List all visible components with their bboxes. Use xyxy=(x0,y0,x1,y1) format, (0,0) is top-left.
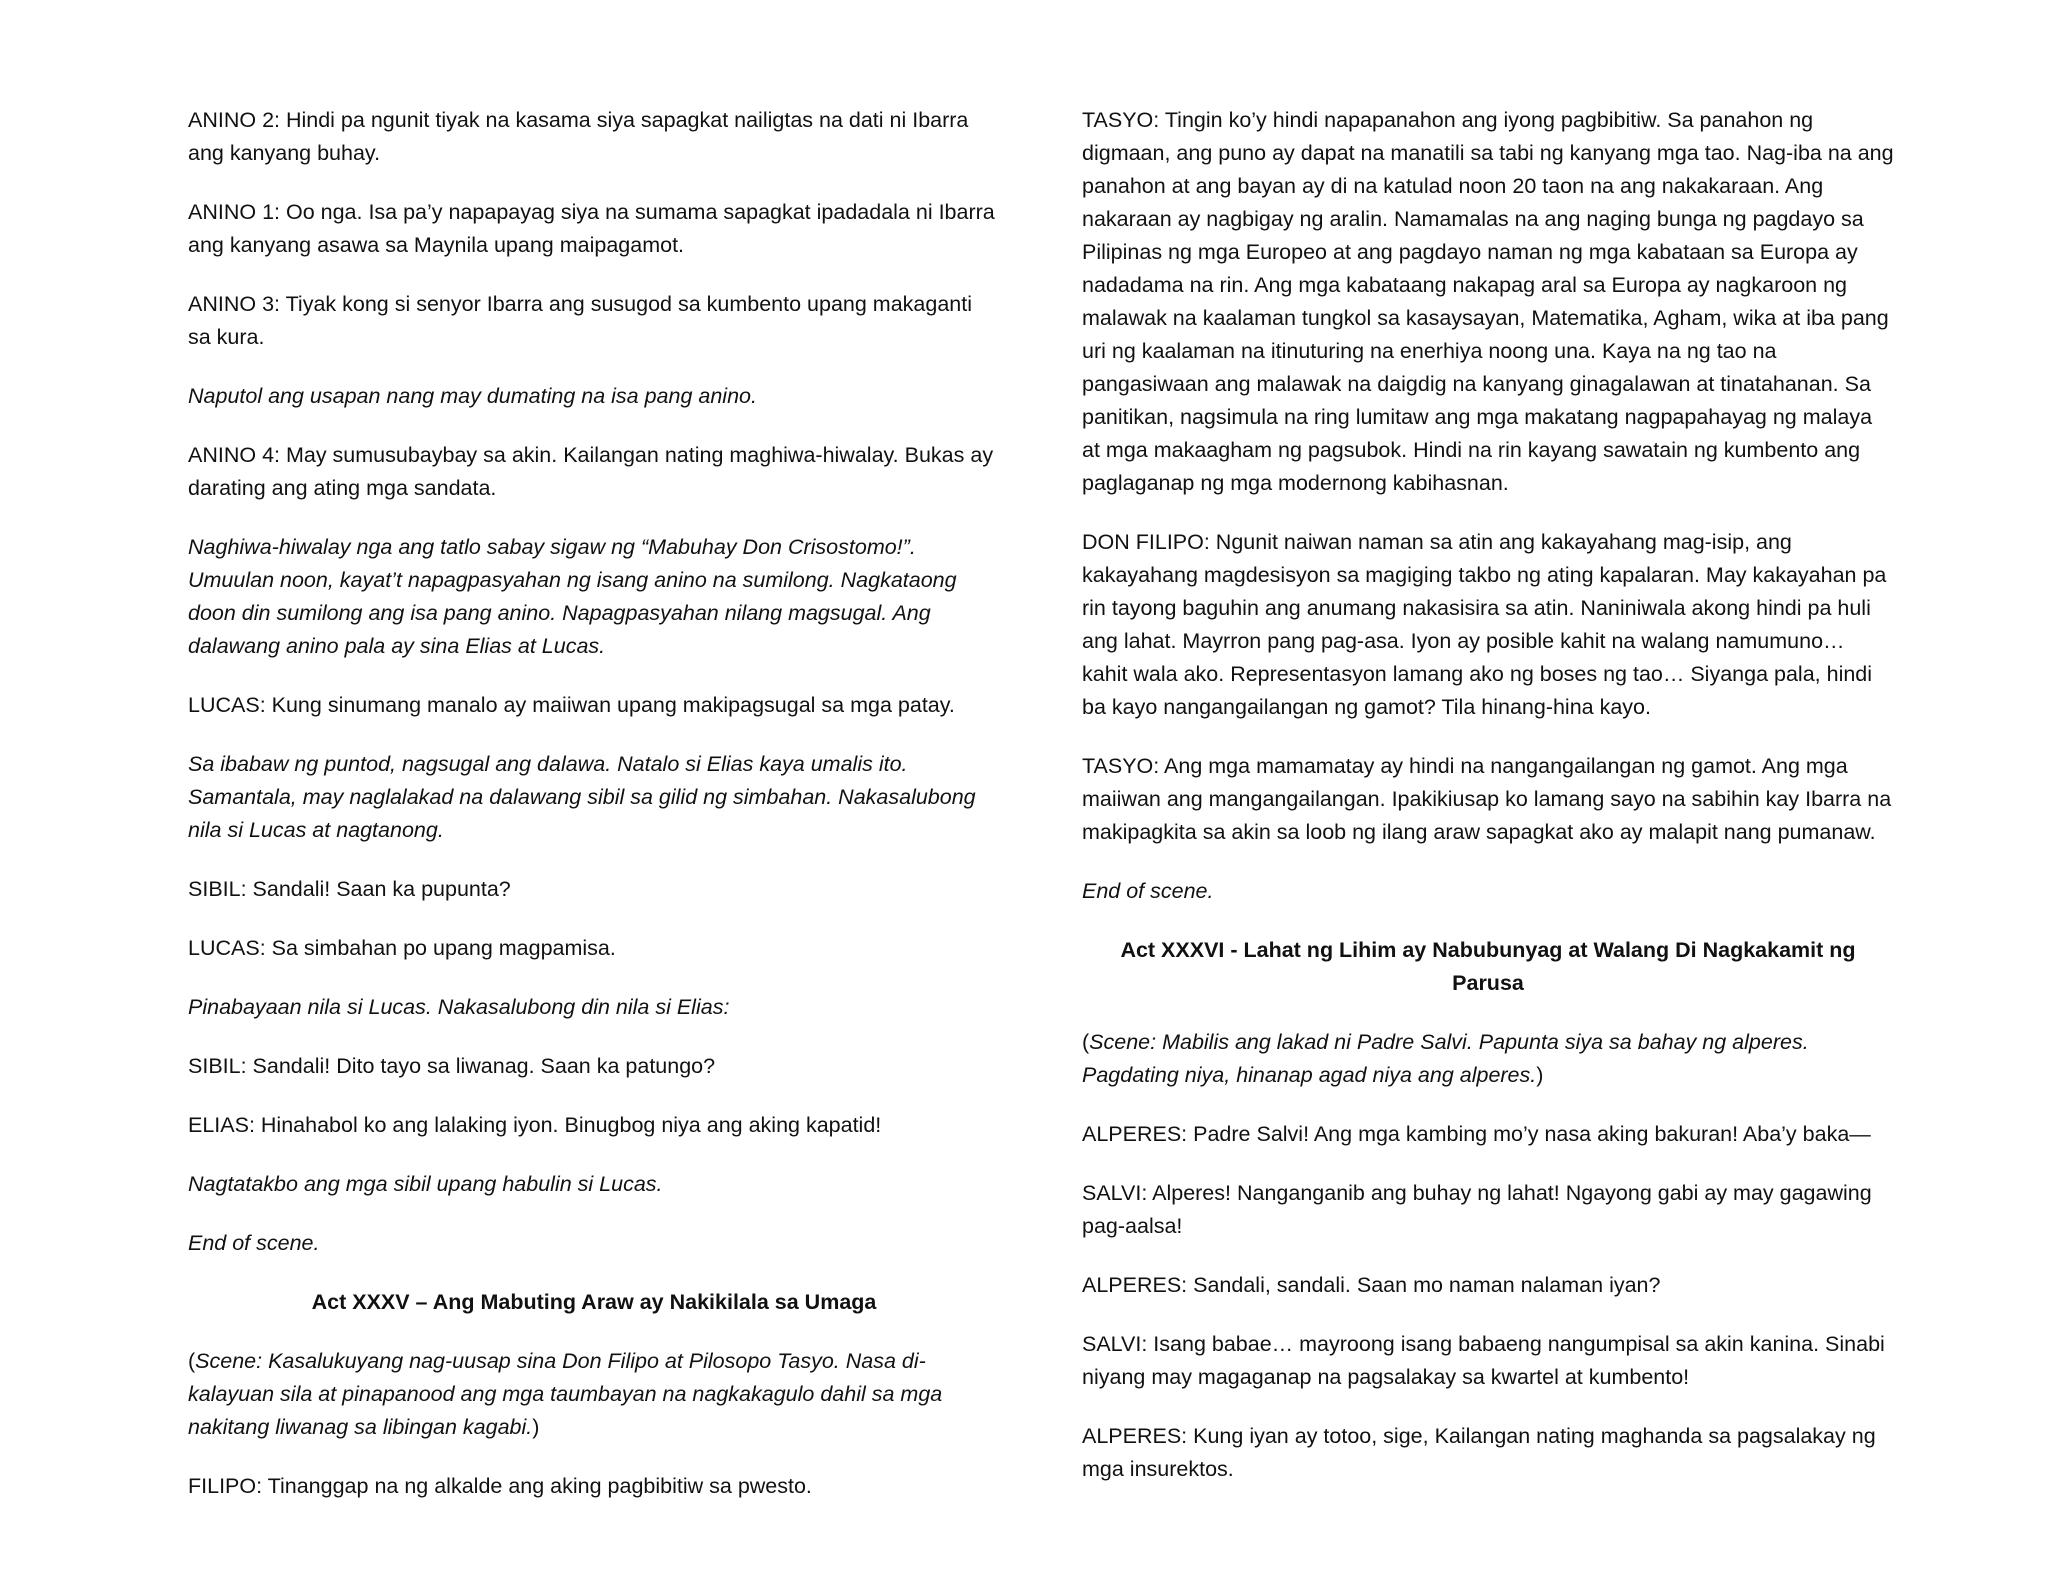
act-heading: Act XXXV – Ang Mabuting Araw ay Nakikilala sa Umaga xyxy=(311,1290,877,1314)
dialogue-sibil: SIBIL: Sandali! Dito tayo sa liwanag. Saan ka patungo? xyxy=(188,1054,716,1078)
dialogue-lucas: LUCAS: Sa simbahan po upang magpamisa. xyxy=(188,936,616,960)
end-of-scene: End of scene. xyxy=(188,1231,320,1255)
right-column xyxy=(1082,104,1894,1512)
dialogue-salvi: SALVI: Alperes! Nanganganib ang buhay ng lahat! Ngayong gabi ay may gagawing pag-aalsa! xyxy=(1082,1181,1872,1238)
stage-direction: Nagtatakbo ang mga sibil upang habulin si Lucas. xyxy=(188,1172,663,1196)
dialogue-anino-1: ANINO 1: Oo nga. Isa pa’y napapayag siya na sumama sapagkat ipadadala ni Ibarra ang kanyang asawa sa Maynila upang maipagamot. xyxy=(188,200,995,257)
dialogue-don-filipo: DON FILIPO: Ngunit naiwan naman sa atin ang kakayahang mag-isip, ang kakayahang magdesisyon sa magiging takbo ng ating kapalaran. May kakayahan pa rin tayong baguhin ang anumang nakasisira sa atin. Naniniwala akong hindi pa huli ang lahat. Mayrron pang pag-asa. Iyon ay posible kahit na walang namumuno… kahit wala ako. Representasyon lamang ako ng boses ng tao… Siyanga pala, hindi ba kayo nangangailangan ng gamot? Tila hinang-hina kayo. xyxy=(1082,530,1887,719)
dialogue-anino-4: ANINO 4: May sumusubaybay sa akin. Kailangan nating maghiwa-hiwalay. Bukas ay darating ang ating mga sandata. xyxy=(188,443,994,500)
scene-text: Scene: Mabilis ang lakad ni Padre Salvi. Papunta siya sa bahay ng alperes. Pagdating niya, hinanap agad niya ang alperes. xyxy=(1082,1030,1809,1087)
scene-open-paren: ( xyxy=(1082,1030,1090,1054)
dialogue-lucas: LUCAS: Kung sinumang manalo ay maiiwan upang makipagsugal sa mga patay. xyxy=(188,693,955,717)
end-of-scene: End of scene. xyxy=(1082,879,1214,903)
dialogue-tasyo: TASYO: Tingin ko’y hindi napapanahon ang iyong pagbibitiw. Sa panahon ng digmaan, ang puno ay dapat na manatili sa tabi ng kanyang mga tao. Nag-iba na ang panahon at ang bayan ay di na katulad noon 20 taon na ang nakakaraan. Ang nakaraan ay nagbigay ng aralin. Namamalas na ang naging bunga ng pagdayo sa Pilipinas ng mga Europeo at ang pagdayo naman ng mga kabataan sa Europa ay nadadama na rin. Ang mga kabataang nakapag aral sa Europa ay nagkaroon ng malawak na kaalaman tungkol sa kasaysayan, Matematika, Agham, wika at iba pang uri ng kaalaman na itinuturing na enerhiya noong una. Kaya na ng tao na pangasiwaan ang malawak na daigdig na kanyang ginagalawan at tinatahanan. Sa panitikan, nagsimula na ring lumitaw ang mga makatang nagpapahayag ng malaya at mga makaagham ng pagsubok. Hindi na rin kayang sawatain ng kumbento ang paglaganap ng mga modernong kabihasnan. xyxy=(1082,108,1894,495)
dialogue-tasyo: TASYO: Ang mga mamamatay ay hindi na nangangailangan ng gamot. Ang mga maiiwan ang mangangailangan. Ipakikiusap ko lamang sayo na sabihin kay Ibarra na makipagkita sa akin sa loob ng ilang araw sapagkat ako ay malapit nang pumanaw. xyxy=(1082,754,1892,844)
stage-direction: Naghiwa-hiwalay nga ang tatlo sabay sigaw ng “Mabuhay Don Crisostomo!”. Umuulan noon, kayat’t napagpasyahan ng isang anino na sumilong. Nagkataong doon din sumilong ang isa pang anino. Napagpasyahan nilang magsugal. Ang dalawang anino pala ay sina Elias at Lucas. xyxy=(188,535,957,658)
dialogue-alperes: ALPERES: Sandali, sandali. Saan mo naman nalaman iyan? xyxy=(1082,1273,1661,1297)
stage-direction: Naputol ang usapan nang may dumating na isa pang anino. xyxy=(188,384,757,408)
scene-close-paren: ) xyxy=(1536,1063,1544,1087)
dialogue-anino-3: ANINO 3: Tiyak kong si senyor Ibarra ang susugod sa kumbento upang makaganti sa kura. xyxy=(188,292,972,349)
scene-open-paren: ( xyxy=(188,1349,196,1373)
dialogue-sibil: SIBIL: Sandali! Saan ka pupunta? xyxy=(188,877,511,901)
scene-text: Scene: Kasalukuyang nag-uusap sina Don Filipo at Pilosopo Tasyo. Nasa di-kalayuan sila at pinapanood ang mga taumbayan na nagkakagulo dahil sa mga nakitang liwanag sa libingan kagabi. xyxy=(188,1349,943,1439)
left-column xyxy=(188,104,1000,1529)
dialogue-elias: ELIAS: Hinahabol ko ang lalaking iyon. Binugbog niya ang aking kapatid! xyxy=(188,1113,882,1137)
scene-description xyxy=(1082,1026,1894,1092)
stage-direction: Pinabayaan nila si Lucas. Nakasalubong din nila si Elias: xyxy=(188,995,730,1019)
scene-description xyxy=(188,1345,1000,1444)
stage-direction: Sa ibabaw ng puntod, nagsugal ang dalawa. Natalo si Elias kaya umalis ito. Samantala, may naglalakad na dalawang sibil sa gilid ng simbahan. Nakasalubong nila si Lucas at nagtanong. xyxy=(188,752,976,842)
dialogue-alperes: ALPERES: Kung iyan ay totoo, sige, Kailangan nating maghanda sa pagsalakay ng mga insurektos. xyxy=(1082,1424,1876,1481)
dialogue-alperes: ALPERES: Padre Salvi! Ang mga kambing mo’y nasa aking bakuran! Aba’y baka— xyxy=(1082,1122,1871,1146)
act-heading: Act XXXVI - Lahat ng Lihim ay Nabubunyag at Walang Di Nagkakamit ng Parusa xyxy=(1120,938,1856,995)
dialogue-filipo: FILIPO: Tinanggap na ng alkalde ang aking pagbibitiw sa pwesto. xyxy=(188,1474,812,1498)
dialogue-salvi: SALVI: Isang babae… mayroong isang babaeng nangumpisal sa akin kanina. Sinabi niyang may magaganap na pagsalakay sa kwartel at kumbento! xyxy=(1082,1332,1885,1389)
scene-close-paren: ) xyxy=(532,1415,540,1439)
dialogue-anino-2: ANINO 2: Hindi pa ngunit tiyak na kasama siya sapagkat nailigtas na dati ni Ibarra ang kanyang buhay. xyxy=(188,108,969,165)
